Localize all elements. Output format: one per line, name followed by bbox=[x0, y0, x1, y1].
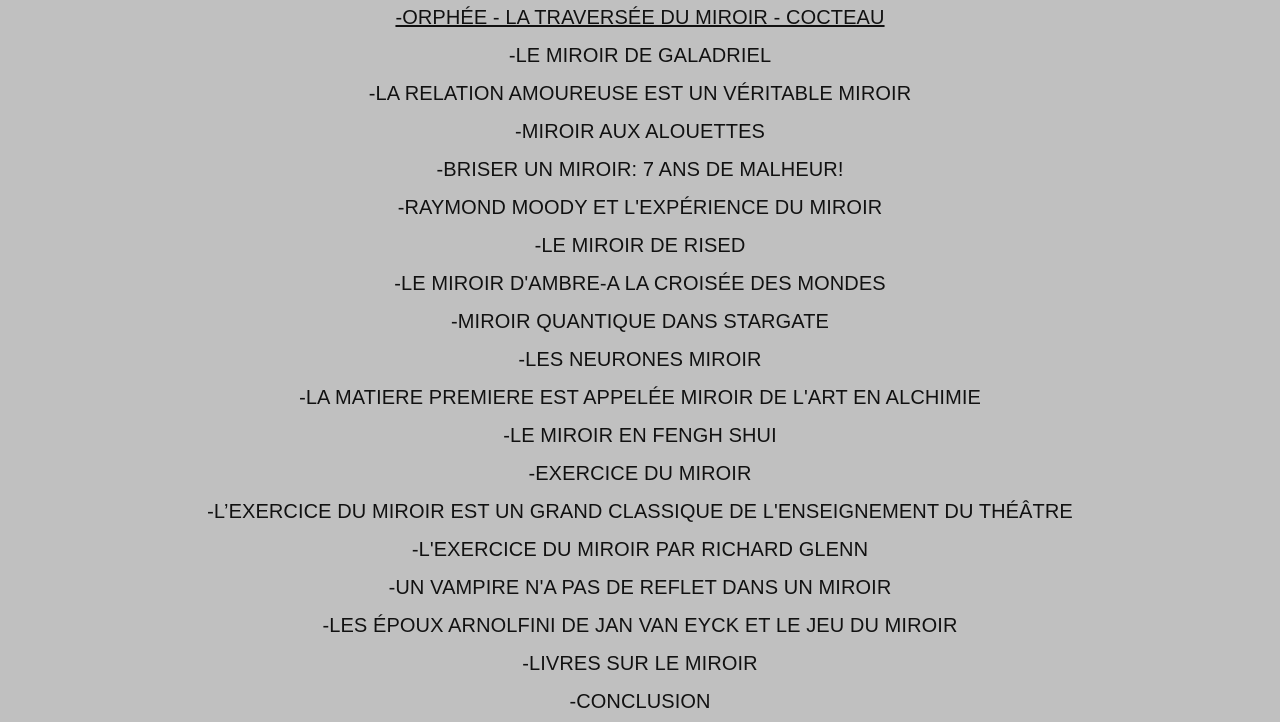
toc-item-rised[interactable]: -LE MIROIR DE RISED bbox=[534, 235, 746, 257]
toc-item-miroir-ambre[interactable]: -LE MIROIR D'AMBRE-A LA CROISÉE DES MONDES bbox=[394, 273, 886, 295]
toc-item-arnolfini[interactable]: -LES ÉPOUX ARNOLFINI DE JAN VAN EYCK ET LE JEU DU MIROIR bbox=[322, 615, 958, 637]
toc-item-relation-amoureuse[interactable]: -LA RELATION AMOUREUSE EST UN VÉRITABLE MIROIR bbox=[368, 83, 912, 105]
toc-item-livres[interactable]: -LIVRES SUR LE MIROIR bbox=[522, 653, 758, 675]
toc-item-conclusion[interactable]: -CONCLUSION bbox=[569, 691, 711, 713]
toc-item-briser-miroir[interactable]: -BRISER UN MIROIR: 7 ANS DE MALHEUR! bbox=[436, 159, 844, 181]
toc-item-alouettes[interactable]: -MIROIR AUX ALOUETTES bbox=[515, 121, 765, 143]
toc-item-alchimie[interactable]: -LA MATIERE PREMIERE EST APPELÉE MIROIR DE L'ART EN ALCHIMIE bbox=[299, 387, 981, 409]
toc-item-exercice-miroir[interactable]: -EXERCICE DU MIROIR bbox=[528, 463, 752, 485]
toc-item-raymond-moody[interactable]: -RAYMOND MOODY ET L'EXPÉRIENCE DU MIROIR bbox=[397, 197, 883, 219]
toc-item-stargate[interactable]: -MIROIR QUANTIQUE DANS STARGATE bbox=[451, 311, 829, 333]
toc-item-richard-glenn[interactable]: -L'EXERCICE DU MIROIR PAR RICHARD GLENN bbox=[411, 539, 869, 561]
toc-item-vampire[interactable]: -UN VAMPIRE N'A PAS DE REFLET DANS UN MIROIR bbox=[388, 577, 892, 599]
toc-item-neurones-miroir[interactable]: -LES NEURONES MIROIR bbox=[518, 349, 762, 371]
toc-item-fengh-shui[interactable]: -LE MIROIR EN FENGH SHUI bbox=[503, 425, 777, 447]
toc-item-theatre[interactable]: -L’EXERCICE DU MIROIR EST UN GRAND CLASSIQUE DE L'ENSEIGNEMENT DU THÉÂTRE bbox=[207, 501, 1073, 523]
toc-item-galadriel[interactable]: -LE MIROIR DE GALADRIEL bbox=[508, 45, 772, 67]
toc-item-orphee[interactable]: -ORPHÉE - LA TRAVERSÉE DU MIROIR - COCTEAU bbox=[395, 7, 885, 29]
